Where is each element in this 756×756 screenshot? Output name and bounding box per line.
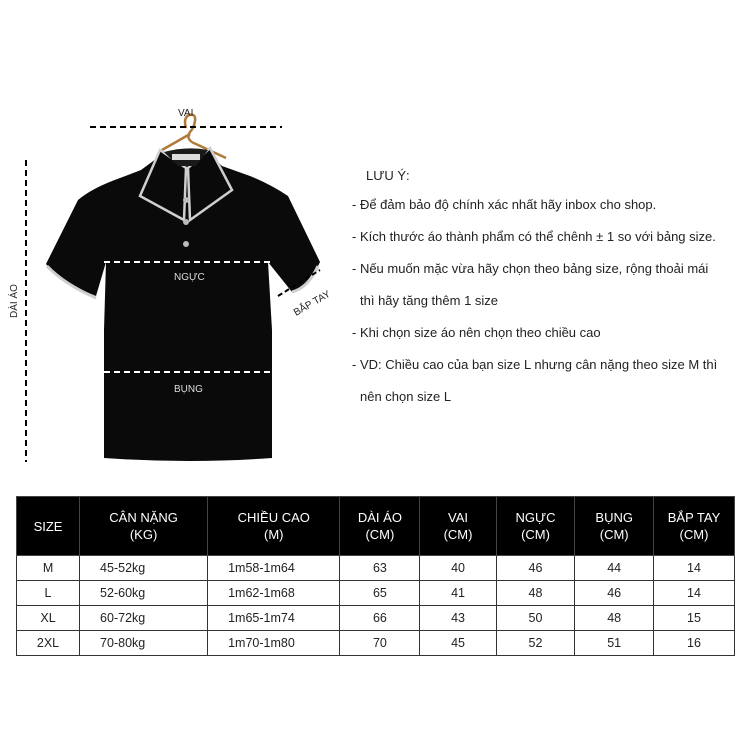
- cell-size: L: [17, 581, 80, 606]
- cell-chieu-cao: 1m62-1m68: [208, 581, 340, 606]
- bung-label: BỤNG: [174, 384, 203, 395]
- note-item: - VD: Chiều cao của bạn size L nhưng cân nặng theo size M thì: [352, 357, 718, 372]
- header-bap-tay: BẮP TAY (CM): [654, 497, 735, 556]
- cell-nguc: 52: [496, 631, 575, 656]
- cell-dai-ao: 70: [340, 631, 420, 656]
- dai-ao-label: DÀI ÁO: [9, 284, 20, 318]
- vai-label: VAI: [178, 108, 194, 119]
- cell-bap-tay: 16: [654, 631, 735, 656]
- cell-nguc: 48: [496, 581, 575, 606]
- cell-vai: 45: [420, 631, 496, 656]
- note-item-continuation: thì hãy tăng thêm 1 size: [360, 293, 499, 308]
- cell-can-nang: 70-80kg: [80, 631, 208, 656]
- note-item-continuation: nên chọn size L: [360, 389, 452, 404]
- header-can-nang: CÂN NẶNG (KG): [80, 497, 208, 556]
- cell-bap-tay: 14: [654, 556, 735, 581]
- table-row: [17, 631, 735, 656]
- cell-bung: 46: [575, 581, 654, 606]
- cell-chieu-cao: 1m70-1m80: [208, 631, 340, 656]
- header-nguc: NGỰC (CM): [496, 497, 575, 556]
- cell-bung: 44: [575, 556, 654, 581]
- notes-section: [352, 168, 752, 419]
- cell-can-nang: 45-52kg: [80, 556, 208, 581]
- note-item: - Để đảm bảo độ chính xác nhất hãy inbox cho shop.: [352, 197, 657, 212]
- cell-vai: 43: [420, 606, 496, 631]
- cell-bap-tay: 14: [654, 581, 735, 606]
- nguc-label: NGỰC: [174, 272, 205, 283]
- cell-nguc: 46: [496, 556, 575, 581]
- cell-bung: 51: [575, 631, 654, 656]
- cell-size: 2XL: [17, 631, 80, 656]
- note-item: - Nếu muốn mặc vừa hãy chọn theo bảng size, rộng thoải mái: [352, 261, 709, 276]
- cell-dai-ao: 65: [340, 581, 420, 606]
- note-item: - Kích thước áo thành phẩm có thể chênh ± 1 so với bảng size.: [352, 229, 716, 244]
- bap-tay-label: BẮP TAY: [292, 288, 333, 319]
- cell-chieu-cao: 1m58-1m64: [208, 556, 340, 581]
- cell-size: M: [17, 556, 80, 581]
- size-table: [16, 496, 735, 656]
- cell-can-nang: 60-72kg: [80, 606, 208, 631]
- cell-bap-tay: 15: [654, 606, 735, 631]
- header-bung: BỤNG (CM): [575, 497, 654, 556]
- cell-vai: 41: [420, 581, 496, 606]
- cell-vai: 40: [420, 556, 496, 581]
- table-row: [17, 581, 735, 606]
- header-dai-ao: DÀI ÁO (CM): [340, 497, 420, 556]
- header-vai: VAI (CM): [420, 497, 496, 556]
- table-row: [17, 556, 735, 581]
- cell-can-nang: 52-60kg: [80, 581, 208, 606]
- table-row: [17, 606, 735, 631]
- cell-nguc: 50: [496, 606, 575, 631]
- button-dot: [183, 197, 189, 203]
- header-size: SIZE: [17, 497, 80, 556]
- header-chieu-cao: CHIỀU CAO (M): [208, 497, 340, 556]
- cell-size: XL: [17, 606, 80, 631]
- cell-chieu-cao: 1m65-1m74: [208, 606, 340, 631]
- cell-dai-ao: 63: [340, 556, 420, 581]
- cell-dai-ao: 66: [340, 606, 420, 631]
- table-header-row: [17, 497, 735, 556]
- shirt-measurement-diagram: [0, 0, 340, 480]
- note-item: - Khi chọn size áo nên chọn theo chiều cao: [352, 325, 601, 340]
- notes-title: LƯU Ý:: [366, 168, 410, 183]
- cell-bung: 48: [575, 606, 654, 631]
